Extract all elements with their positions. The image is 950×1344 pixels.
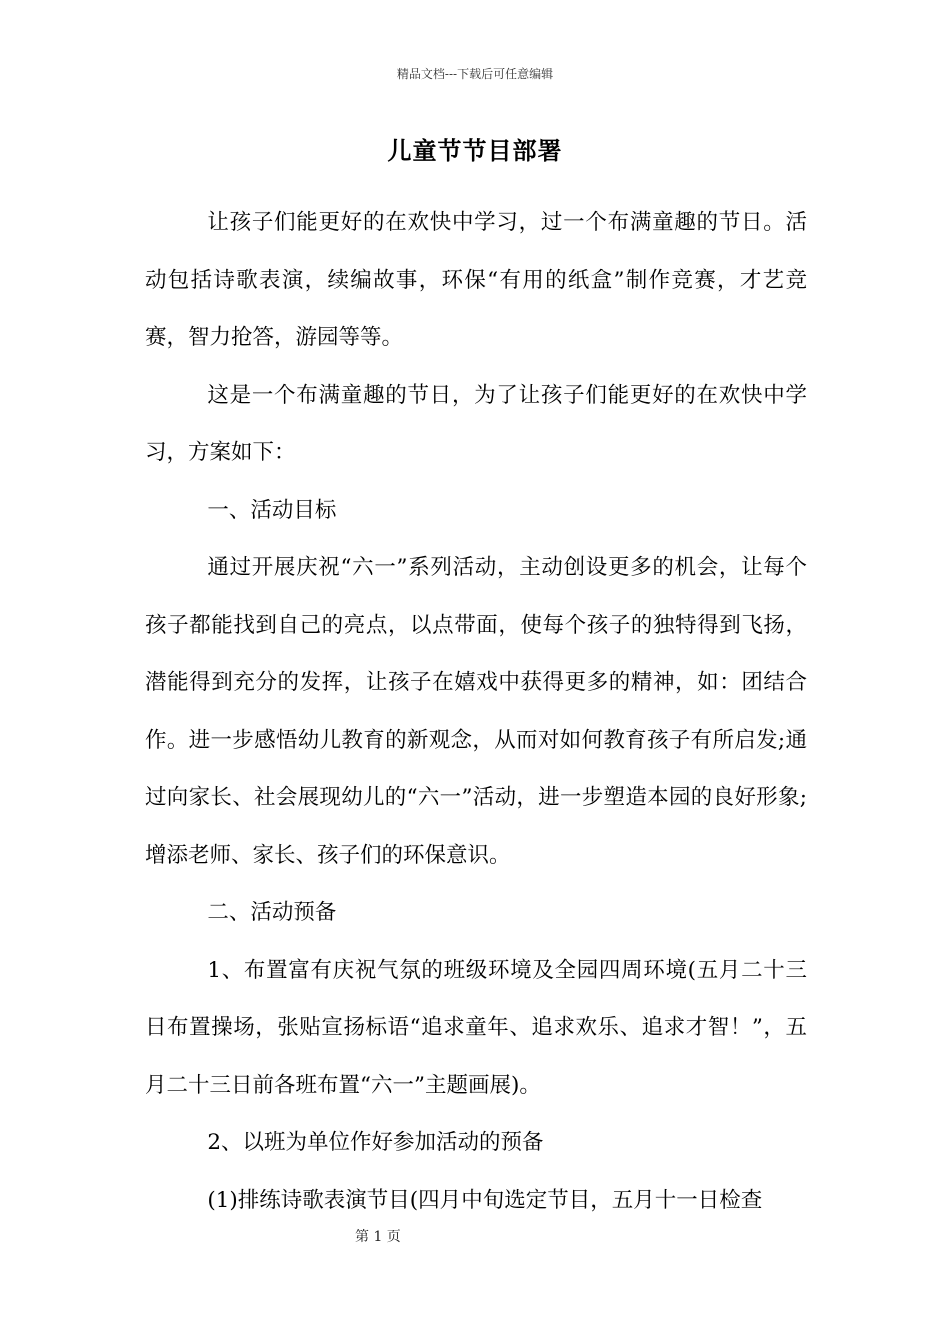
section-heading-goals: 一、活动目标: [207, 497, 337, 523]
section-heading-preparation: 二、活动预备: [207, 900, 337, 925]
paragraph-goals: 通过开展庆祝“六一”系列活动，主动创设更多的机会，让每个孩子都能找到自己的亮点，以点带面，使每个孩子的独特得到飞扬，潜能得到充分的发挥，让孩子在嬉戏中获得更多的精神，如：团结合作。进一步感悟幼儿教育的新观念，从而对如何教育孩子有所启发;通过向家长、社会展现幼儿的“六一”活动，进一步塑造本园的良好形象;增添老师、家长、孩子们的环保意识。: [145, 555, 807, 868]
document-title: 儿童节节目部署: [387, 136, 563, 165]
paragraph-prep-item-1: 1、布置富有庆祝气氛的班级环境及全园四周环境(五月二十三日布置操场，张贴宣扬标语“追求童年、追求欢乐、追求才智！”，五月二十三日前各班布置“六一”主题画展)。: [145, 957, 807, 1098]
paragraph-plan: 这是一个布满童趣的节日，为了让孩子们能更好的在欢快中学习，方案如下：: [145, 382, 807, 465]
page-header: 精品文档---下载后可任意编辑: [396, 67, 554, 81]
paragraph-prep-item-2: 2、以班为单位作好参加活动的预备: [207, 1130, 544, 1155]
page-number: 第 1 页: [355, 1229, 401, 1245]
paragraph-prep-subitem-1: (1)排练诗歌表演节目(四月中旬选定节目，五月十一日检查: [207, 1187, 763, 1213]
paragraph-intro: 让孩子们能更好的在欢快中学习，过一个布满童趣的节日。活动包括诗歌表演，续编故事，环保“有用的纸盒”制作竞赛，才艺竞赛，智力抢答，游园等等。: [145, 210, 807, 350]
document-body: [145, 194, 807, 1229]
